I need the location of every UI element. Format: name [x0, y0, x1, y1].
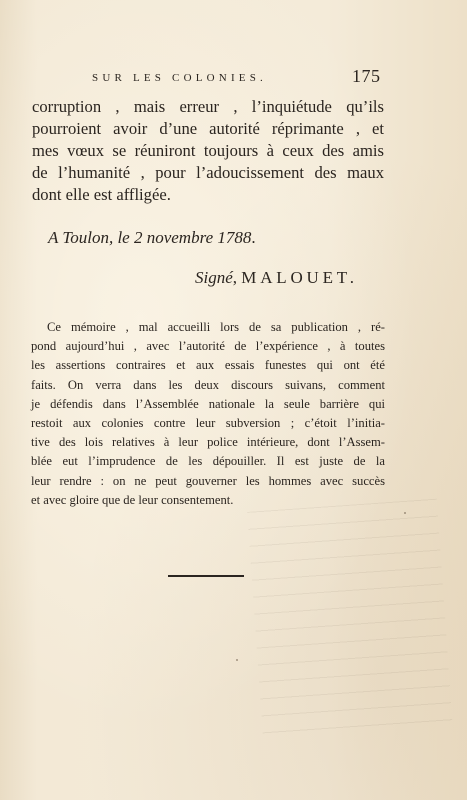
section-rule — [168, 575, 244, 577]
note-line: blée eut l’imprudence de les dépouiller. Il est juste de la — [31, 454, 385, 469]
dateline-period: . — [251, 228, 256, 247]
running-head: SUR LES COLONIES. — [92, 72, 267, 84]
main-text-line: pourroient avoir d’une autorité réprimante , et — [32, 119, 384, 138]
note-line: et avec gloire que de leur consentement. — [31, 492, 234, 507]
signature-signed: Signé — [195, 268, 233, 287]
editorial-note — [31, 318, 385, 510]
note-line: Ce mémoire , mal accueilli lors de sa publication , ré- — [47, 320, 385, 334]
note-line: je défendis dans l’Assemblée nationale la seule barrière qui — [31, 396, 385, 411]
page-number: 175 — [352, 66, 381, 86]
note-line: les assertions contraires et aux essais funestes qui ont été — [31, 358, 385, 373]
note-line: leur rendre : on ne peut gouverner les hommes avec succès — [31, 473, 385, 488]
signature-comma: , — [232, 268, 238, 287]
main-text-line: de l’humanité , pour l’adoucissement des maux — [32, 163, 384, 182]
paper-speck — [236, 659, 238, 661]
show-through-lines — [247, 499, 453, 742]
paper-speck — [404, 512, 406, 514]
signature-name: MALOUET. — [241, 268, 358, 287]
dateline — [48, 228, 256, 248]
signature — [195, 268, 358, 288]
note-line: faits. On verra dans les deux discours suivans, comment — [31, 377, 385, 392]
main-text-block — [32, 96, 384, 206]
main-text-line: corruption , mais erreur , l’inquiétude qu’ils — [32, 97, 384, 116]
main-text-line: dont elle est affligée. — [32, 185, 171, 204]
note-line: tive des lois relatives à leur police intérieure, dont l’Assem- — [31, 435, 385, 450]
main-text-line: mes vœux se réuniront toujours à ceux des amis — [32, 141, 384, 160]
note-line: restoit aux colonies contre leur subversion ; c’étoit l’initia- — [31, 416, 385, 431]
note-line: pond aujourd’hui , avec l’autorité de l’expérience , à toutes — [31, 339, 385, 354]
dateline-text: A Toulon, le 2 novembre 1788 — [48, 228, 252, 247]
